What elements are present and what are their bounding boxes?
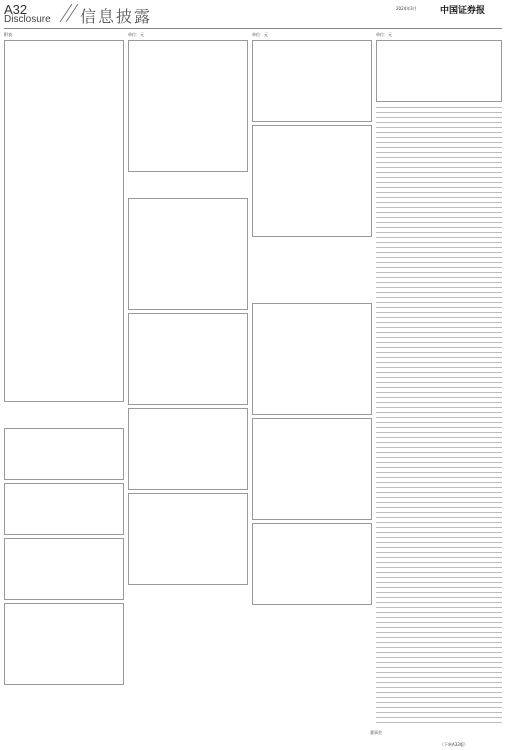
newspaper-logo: 中国证券报 (440, 6, 486, 16)
column-4-caption: 单位：元 (376, 32, 392, 37)
column-1 (4, 32, 124, 688)
table-16 (376, 40, 502, 102)
table-8 (128, 313, 248, 405)
table-5 (4, 603, 124, 685)
column-1-caption: 附表： (4, 32, 16, 37)
slash-decoration-icon (58, 2, 80, 24)
table-11 (252, 40, 372, 122)
table-9 (128, 408, 248, 490)
column-3 (252, 32, 372, 608)
column-4 (376, 32, 502, 725)
signature: 董事会 (370, 730, 382, 735)
main-table (4, 40, 124, 402)
table-6 (128, 40, 248, 172)
table-15 (252, 523, 372, 605)
table-2 (4, 428, 124, 480)
table-4 (4, 538, 124, 600)
table-3 (4, 483, 124, 535)
table-14 (252, 418, 372, 520)
table-13 (252, 303, 372, 415)
section-code: A32 (4, 2, 28, 17)
continued-note: （下转A33版） (440, 742, 468, 747)
issue-date: 2024年3月 (396, 6, 417, 11)
column-3-caption: 单位：元 (252, 32, 268, 37)
header-divider (4, 28, 502, 29)
section-title: 信息披露 (80, 7, 153, 26)
column-2 (128, 32, 248, 588)
table-7 (128, 198, 248, 310)
body-text-block (376, 105, 502, 725)
table-12 (252, 125, 372, 237)
column-2-caption: 单位：元 (128, 32, 144, 37)
table-10 (128, 493, 248, 585)
section-english: Disclosure (4, 14, 51, 25)
